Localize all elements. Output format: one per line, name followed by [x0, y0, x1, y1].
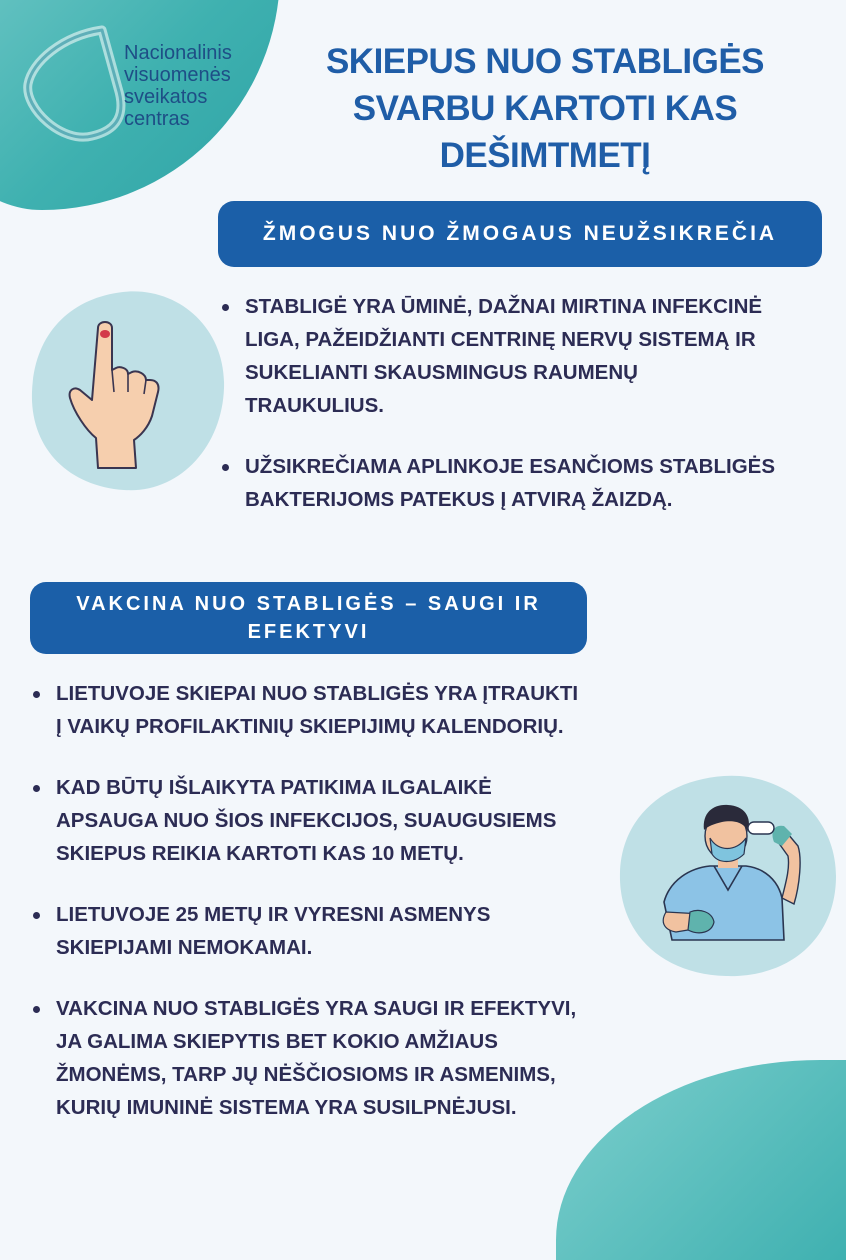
list-item [33, 898, 633, 964]
bullet-line: LIGA, PAŽEIDŽIANTI CENTRINĘ NERVŲ SISTEMĄ IR [245, 328, 756, 351]
bullet-dot [33, 691, 40, 698]
bullet-line: BAKTERIJOMS PATEKUS Į ATVIRĄ ŽAIZDĄ. [245, 488, 673, 511]
page-title [320, 38, 770, 179]
bullet-line: SKIEPIJAMI NEMOKAMAI. [56, 936, 313, 959]
bullet-line: LIETUVOJE SKIEPAI NUO STABLIGĖS YRA ĮTRAUKTI [56, 682, 579, 705]
section2-bullet-list [33, 677, 633, 1152]
nvsc-logo-icon [22, 22, 132, 152]
section2-heading-line: VAKCINA NUO STABLIGĖS – SAUGI IR [76, 593, 541, 615]
bullet-line: Į VAIKŲ PROFILAKTINIŲ SKIEPIJIMŲ KALENDORIŲ. [56, 715, 564, 738]
logo-line: visuomenės [124, 64, 231, 86]
title-line: SVARBU KARTOTI KAS [352, 89, 738, 128]
list-item [33, 992, 633, 1124]
logo-line: Nacionalinis [124, 42, 232, 64]
list-item [222, 290, 822, 422]
bullet-line: KURIŲ IMUNINĖ SISTEMA YRA SUSILPNĖJUSI. [56, 1096, 517, 1119]
section1-bullet-list [222, 290, 822, 544]
logo-text [124, 42, 232, 130]
bullet-line: APSAUGA NUO ŠIOS INFEKCIJOS, SUAUGUSIEMS [56, 809, 557, 832]
list-item [222, 450, 822, 516]
bullet-line: ŽMONĖMS, TARP JŲ NĖŠČIOSIOMS IR ASMENIMS, [56, 1063, 556, 1086]
title-line: SKIEPUS NUO STABLIGĖS [325, 42, 765, 81]
bullet-line: SUKELIANTI SKAUSMINGUS RAUMENŲ [245, 361, 638, 384]
list-item [33, 771, 633, 870]
logo-line: sveikatos [124, 86, 208, 108]
bullet-dot [33, 785, 40, 792]
bullet-dot [222, 464, 229, 471]
section2-heading-line: EFEKTYVI [247, 621, 370, 643]
nurse-with-vial-illustration [614, 772, 840, 980]
bullet-dot [33, 1006, 40, 1013]
injured-finger-illustration [28, 288, 228, 493]
organization-logo [22, 22, 252, 152]
bullet-dot [222, 304, 229, 311]
section1-heading: ŽMOGUS NUO ŽMOGAUS NEUŽSIKREČIA [218, 201, 822, 267]
title-line: DEŠIMTMETĮ [439, 136, 651, 175]
bullet-line: SKIEPUS REIKIA KARTOTI KAS 10 METŲ. [56, 842, 464, 865]
bullet-dot [33, 912, 40, 919]
bullet-line: UŽSIKREČIAMA APLINKOJE ESANČIOMS STABLIGĖS [245, 455, 775, 478]
bullet-line: STABLIGĖ YRA ŪMINĖ, DAŽNAI MIRTINA INFEKCINĖ [245, 295, 763, 318]
logo-line: centras [124, 108, 190, 130]
list-item [33, 677, 633, 743]
bullet-line: JA GALIMA SKIEPYTIS BET KOKIO AMŽIAUS [56, 1030, 498, 1053]
bullet-line: TRAUKULIUS. [245, 394, 384, 417]
bullet-line: KAD BŪTŲ IŠLAIKYTA PATIKIMA ILGALAIKĖ [56, 776, 492, 799]
section2-heading [30, 582, 587, 654]
bullet-line: LIETUVOJE 25 METŲ IR VYRESNI ASMENYS [56, 903, 491, 926]
bullet-line: VAKCINA NUO STABLIGĖS YRA SAUGI IR EFEKTYVI, [56, 997, 577, 1020]
